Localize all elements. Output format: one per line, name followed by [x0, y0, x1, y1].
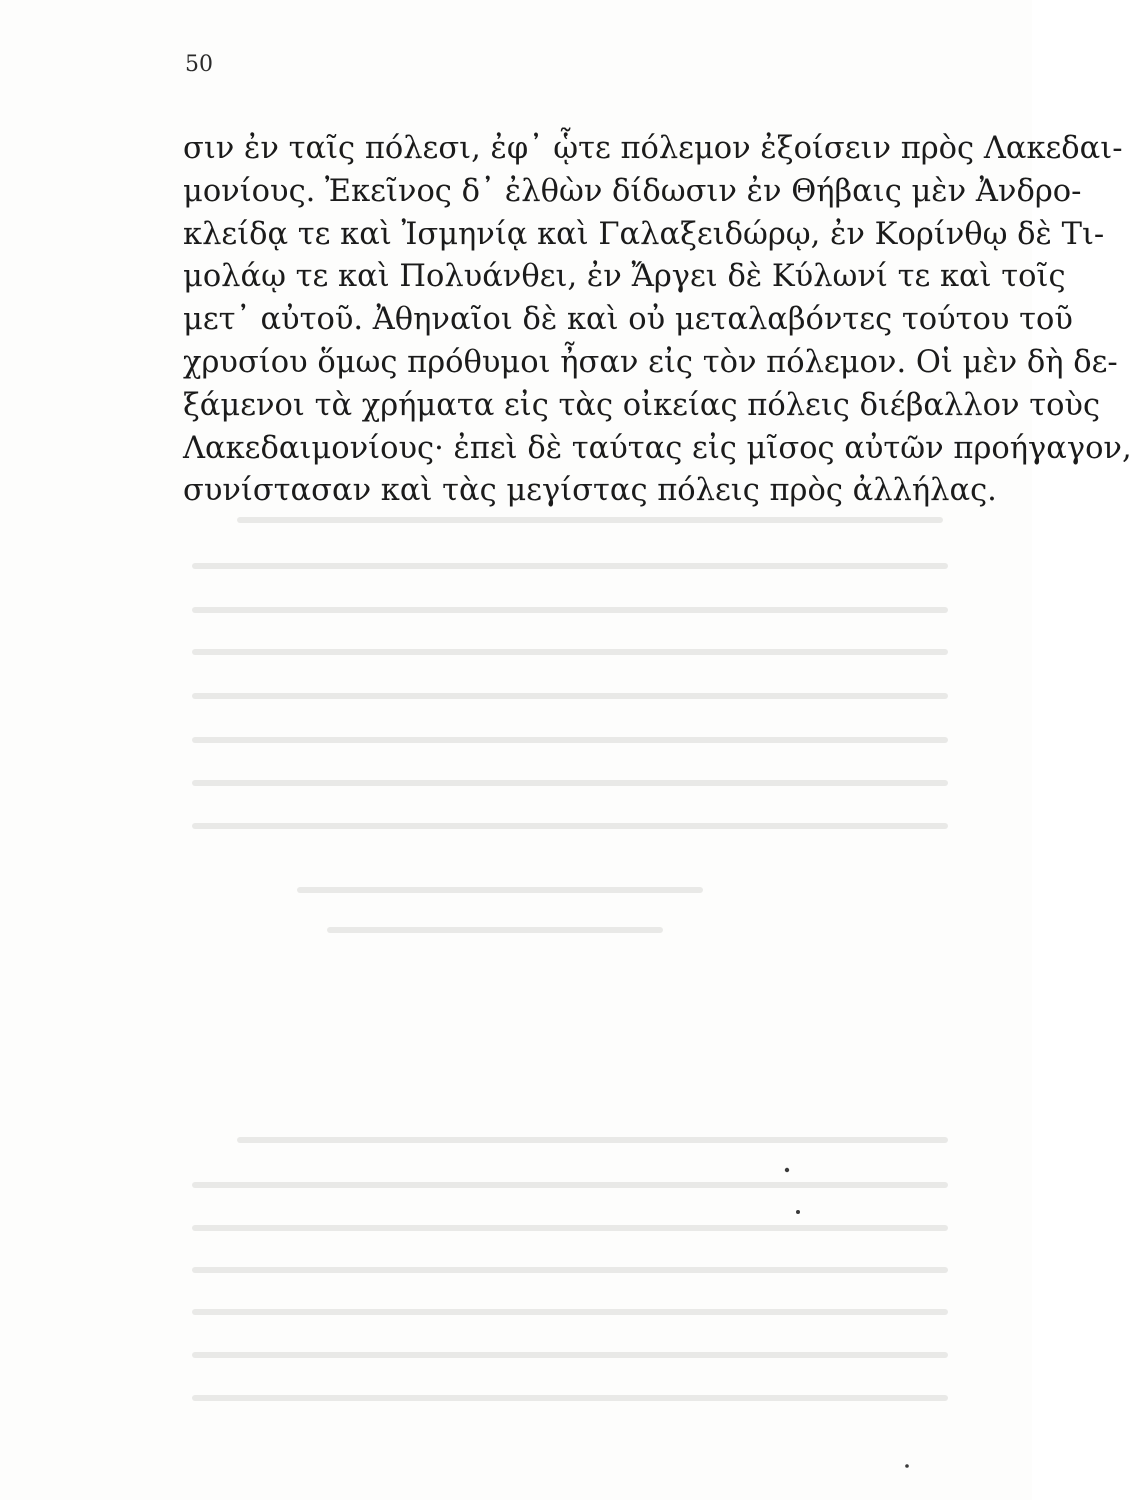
text-line: Λακεδαιμονίους· ἐπεὶ δὲ ταύτας εἰς μῖσος αὐτῶν προήγαγον,	[183, 430, 1132, 466]
text-line: μολάῳ τε καὶ Πολυάνθει, ἐν Ἄργει δὲ Κύλωνί τε καὶ τοῖς	[183, 259, 1066, 295]
text-line: ξάμενοι τὰ χρήματα εἰς τὰς οἰκείας πόλεις διέβαλλον τοὺς	[183, 387, 1101, 423]
text-line: μονίους. Ἐκεῖνος δ᾽ ἐλθὼν δίδωσιν ἐν Θήβαις μὲν Ἀνδρο-	[183, 173, 1082, 209]
text-line: κλείδᾳ τε καὶ Ἰσμηνίᾳ καὶ Γαλαξειδώρῳ, ἐν Κορίνθῳ δὲ Τι-	[183, 216, 1105, 252]
text-line: συνίστασαν καὶ τὰς μεγίστας πόλεις πρὸς ἀλλήλας.	[183, 473, 997, 509]
greek-text-block	[183, 128, 1132, 513]
text-line: σιν ἐν ταῖς πόλεσι, ἐφ᾽ ᾧτε πόλεμον ἐξοίσειν πρὸς Λακεδαι-	[183, 131, 1123, 166]
text-line: μετ᾽ αὐτοῦ. Ἀθηναῖοι δὲ καὶ οὐ μεταλαβόντες τούτου τοῦ	[183, 302, 1073, 338]
page-number: 50	[185, 52, 213, 77]
text-line: χρυσίου ὅμως πρόθυμοι ἦσαν εἰς τὸν πόλεμον. Οἱ μὲν δὴ δε-	[183, 344, 1118, 380]
